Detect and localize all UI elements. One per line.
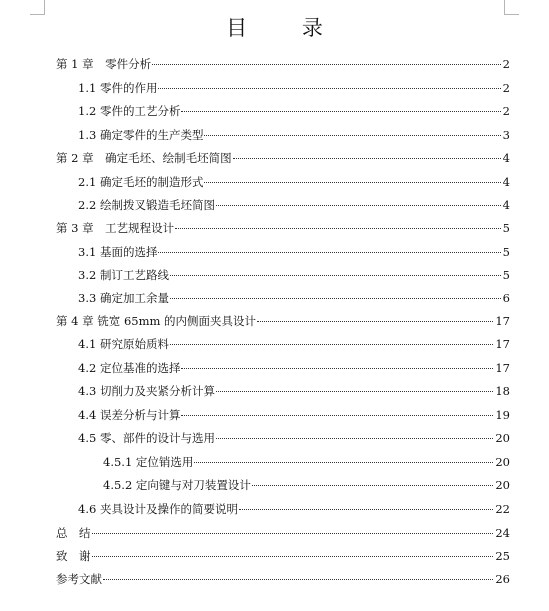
toc-entry[interactable] [0, 101, 549, 121]
toc-entry-label: 4.5 零、部件的设计与选用 [78, 431, 215, 445]
toc-dot-leader [158, 252, 500, 253]
toc-entry[interactable] [0, 475, 549, 495]
toc-dot-leader [181, 368, 493, 369]
toc-dot-leader [194, 462, 493, 463]
toc-entry[interactable] [0, 546, 549, 566]
toc-entry-label: 4.5.1 定位销选用 [103, 455, 194, 469]
toc-dot-leader [257, 321, 493, 322]
toc-entry-label: 4.5.2 定向键与对刀装置设计 [103, 478, 251, 492]
toc-entry-label: 总 结 [56, 526, 91, 540]
toc-dot-leader [181, 415, 493, 416]
toc-entry[interactable] [0, 288, 549, 308]
toc-entry-label: 3.1 基面的选择 [78, 245, 158, 259]
toc-entry-page-number: 19 [495, 408, 510, 422]
toc-entry-label: 1.1 零件的作用 [78, 81, 158, 95]
toc-entry-page-number: 4 [502, 151, 510, 165]
toc-entry-label: 4.4 误差分析与计算 [78, 408, 181, 422]
toc-entry-page-number: 2 [502, 57, 510, 71]
toc-entry-page-number: 4 [502, 198, 510, 212]
toc-dot-leader [152, 64, 501, 65]
toc-entry[interactable] [0, 311, 549, 331]
toc-entry-label: 第 3 章 工艺规程设计 [56, 221, 175, 235]
toc-entry-label: 第 1 章 零件分析 [56, 57, 152, 71]
toc-entry[interactable] [0, 148, 549, 168]
toc-dot-leader [170, 344, 493, 345]
toc-entry-page-number: 24 [495, 526, 510, 540]
toc-dot-leader [170, 275, 501, 276]
toc-entry[interactable] [0, 569, 549, 589]
toc-entry-label: 致 谢 [56, 549, 91, 563]
toc-entry[interactable] [0, 125, 549, 145]
toc-entry-page-number: 20 [495, 478, 510, 492]
toc-dot-leader [181, 111, 500, 112]
toc-dot-leader [216, 438, 493, 439]
toc-dot-leader [216, 391, 493, 392]
toc-dot-leader [216, 205, 501, 206]
toc-entry-page-number: 5 [502, 245, 510, 259]
toc-dot-leader [92, 556, 494, 557]
toc-entry-page-number: 17 [495, 314, 510, 328]
toc-dot-leader [233, 158, 501, 159]
toc-entry-label: 第 2 章 确定毛坯、绘制毛坯简图 [56, 151, 232, 165]
toc-entry-page-number: 6 [502, 291, 510, 305]
toc-entry-page-number: 2 [502, 81, 510, 95]
toc-entry[interactable] [0, 428, 549, 448]
toc-entry-page-number: 25 [495, 549, 510, 563]
toc-entry-label: 4.6 夹具设计及操作的简要说明 [78, 502, 238, 516]
toc-entry-label: 2.1 确定毛坯的制造形式 [78, 175, 204, 189]
toc-entry-page-number: 17 [495, 361, 510, 375]
toc-entry[interactable] [0, 358, 549, 378]
toc-entry-label: 1.2 零件的工艺分析 [78, 104, 181, 118]
toc-entry-page-number: 20 [495, 455, 510, 469]
toc-entry-page-number: 3 [502, 128, 510, 142]
toc-entry-page-number: 4 [502, 175, 510, 189]
toc-entry[interactable] [0, 265, 549, 285]
toc-entry[interactable] [0, 334, 549, 354]
toc-entry-page-number: 20 [495, 431, 510, 445]
toc-entry-page-number: 18 [495, 384, 510, 398]
toc-entry-label: 4.1 研究原始质料 [78, 337, 169, 351]
toc-entry[interactable] [0, 242, 549, 262]
toc-entry-label: 1.3 确定零件的生产类型 [78, 128, 204, 142]
toc-dot-leader [158, 88, 500, 89]
toc-dot-leader [92, 533, 494, 534]
toc-entry[interactable] [0, 78, 549, 98]
toc-entry-page-number: 5 [502, 221, 510, 235]
toc-entry-page-number: 26 [495, 572, 510, 586]
toc-dot-leader [204, 182, 500, 183]
toc-entry[interactable] [0, 54, 549, 74]
toc-entry[interactable] [0, 523, 549, 543]
toc-entry-label: 3.2 制订工艺路线 [78, 268, 169, 282]
toc-entry[interactable] [0, 499, 549, 519]
toc-dot-leader [204, 135, 500, 136]
toc-entry[interactable] [0, 218, 549, 238]
toc-entry[interactable] [0, 452, 549, 472]
toc-entry-page-number: 22 [495, 502, 510, 516]
toc-entry-label: 4.2 定位基准的选择 [78, 361, 181, 375]
toc-entry[interactable] [0, 195, 549, 215]
toc-entry-label: 3.3 确定加工余量 [78, 291, 169, 305]
toc-dot-leader [103, 579, 493, 580]
toc-entry[interactable] [0, 405, 549, 425]
page-title: 目 录 [226, 16, 347, 40]
toc-entry-page-number: 5 [502, 268, 510, 282]
toc-dot-leader [239, 509, 493, 510]
toc-entry[interactable] [0, 381, 549, 401]
toc-dot-leader [252, 485, 493, 486]
toc-dot-leader [175, 228, 501, 229]
toc-dot-leader [170, 298, 501, 299]
toc-entry-label: 第 4 章 铣宽 65mm 的内侧面夹具设计 [56, 314, 257, 328]
toc-entry-label: 4.3 切削力及夹紧分析计算 [78, 384, 215, 398]
toc-entry[interactable] [0, 172, 549, 192]
toc-entry-label: 参考文献 [56, 572, 102, 586]
toc-entry-page-number: 2 [502, 104, 510, 118]
toc-entry-page-number: 17 [495, 337, 510, 351]
toc-entry-label: 2.2 绘制拨叉锻造毛坯简图 [78, 198, 215, 212]
